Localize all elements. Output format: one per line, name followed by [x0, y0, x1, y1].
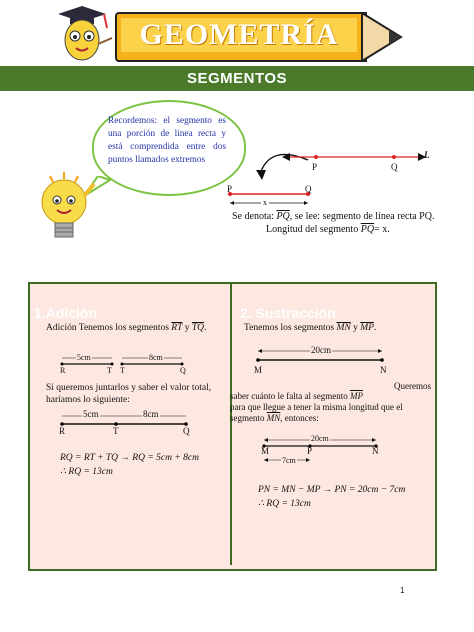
subtraction-text-line-3: segmento $\overline{MN}$, entonces:: [230, 413, 319, 423]
addition-figure-2: [56, 408, 196, 430]
point-p-label: P: [312, 162, 318, 172]
subtraction-intro: Tenemos los segmentos $\overline{MN}$ y $\overline{MP}$.: [244, 323, 377, 333]
addition-text-2: Si queremos juntarlos y saber el valor total, haríamos lo siguiente:: [46, 383, 212, 405]
subtraction-queremos: Queremos: [394, 381, 431, 391]
addition-fig1-r: R: [60, 366, 66, 375]
page-title: GEOMETRÍA: [139, 18, 339, 51]
addition-fig2-len1: 5cm: [83, 409, 99, 419]
notation-line-1: Se denota: $\overline{PQ}$, se lee: segmento de línea recta PQ.: [232, 211, 435, 222]
subtraction-text-line-2: para que llegue a tener la misma longitud que el: [230, 402, 403, 412]
addition-fig2-r: R: [59, 426, 66, 436]
addition-equation-1: RQ = RT + TQ → RQ = 5cm + 8cm: [60, 453, 199, 463]
subtraction-equation-2: ∴ RQ = 13cm: [258, 499, 311, 509]
subtraction-equation-1: PN = MN − MP → PN = 20cm − 7cm: [258, 485, 406, 495]
subtraction-heading: 2. Sustracción: [240, 305, 336, 321]
subtraction-fig2-len2: 7cm: [282, 456, 296, 465]
subtraction-fig2-n: N: [372, 446, 379, 456]
segment-definition-diagram: [222, 140, 442, 212]
addition-equation-2: ∴ RQ = 13cm: [60, 467, 113, 477]
addition-fig2-t: T: [113, 426, 119, 436]
addition-fig1-len1: 5cm: [77, 353, 91, 362]
addition-fig1-len2: 8cm: [149, 353, 163, 362]
addition-fig1-q: Q: [180, 366, 186, 375]
notation-line-2: Longitud del segmento $\overline{PQ}= x$.: [266, 224, 390, 235]
subtraction-text-line-1: saber cuánto le falta al segmento $\overline{MP}$: [230, 391, 363, 401]
page-number: 1: [400, 586, 405, 595]
addition-fig2-q: Q: [183, 426, 190, 436]
subtraction-fig2-len1: 20cm: [311, 434, 329, 443]
bubble-text: Recordemos: el segmento es una porción de línea recta y está comprendida entre dos puntos llamados extremos: [108, 116, 226, 165]
section-title: SEGMENTOS: [186, 70, 288, 87]
segment-p-label: P: [227, 184, 233, 194]
pencil-tip-icon: [361, 12, 403, 62]
addition-fig2-len2: 8cm: [143, 409, 159, 419]
owl-mascot-icon: [44, 4, 114, 66]
subtraction-fig1-m: M: [254, 365, 263, 375]
addition-intro: Adición Tenemos los segmentos $\overline{RT}$ y $\overline{TQ}$.: [46, 323, 207, 333]
subtraction-fig2-m: M: [261, 446, 270, 456]
subtraction-fig2-p: P: [307, 446, 313, 456]
point-q-label: Q: [391, 162, 398, 172]
lightbulb-mascot-icon: [32, 172, 102, 246]
addition-fig1-t2: T: [120, 366, 125, 375]
segment-q-label: Q: [305, 184, 312, 194]
line-l-label: L: [424, 150, 430, 160]
segment-x-label: x: [263, 198, 267, 207]
addition-heading: 1.Adición: [34, 305, 98, 321]
addition-fig1-t1: T: [107, 366, 112, 375]
subtraction-fig1-len: 20cm: [311, 345, 331, 355]
panel-divider: [230, 284, 232, 565]
subtraction-fig1-n: N: [380, 365, 387, 375]
